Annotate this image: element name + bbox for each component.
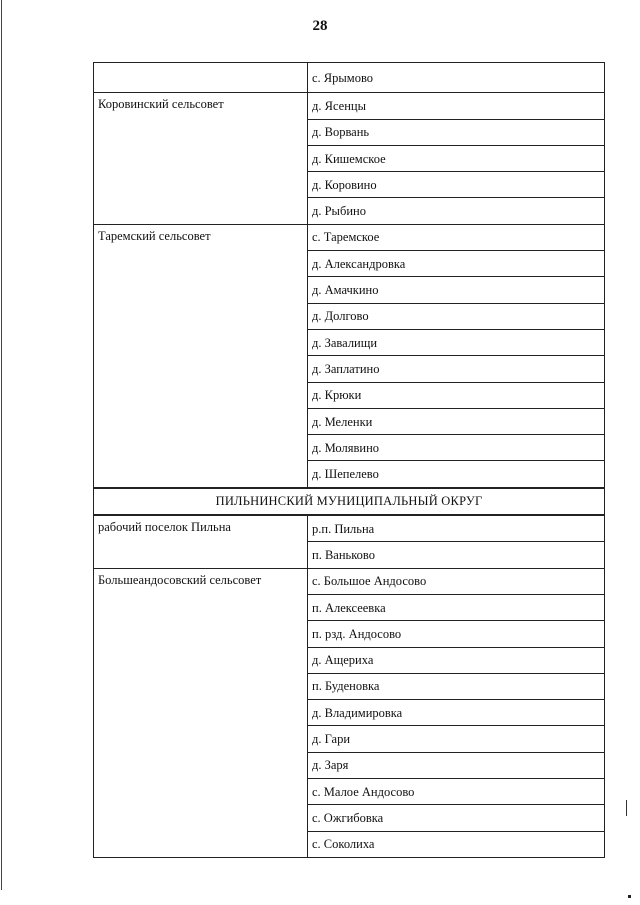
settlement-name: д. Меленки — [308, 408, 605, 434]
settlement-name: п. Алексеевка — [308, 594, 605, 620]
settlement-name: п. Ваньково — [308, 542, 605, 568]
settlement-name: с. Соколиха — [308, 831, 605, 857]
district-name — [94, 63, 308, 93]
settlement-name: д. Владимировка — [308, 700, 605, 726]
settlement-name: д. Ясенцы — [308, 93, 605, 119]
table-row — [94, 224, 605, 250]
settlement-name: д. Ворвань — [308, 119, 605, 145]
settlement-name: д. Молявино — [308, 435, 605, 461]
settlement-name: с. Таремское — [308, 224, 605, 250]
settlement-name: д. Долгово — [308, 303, 605, 329]
settlement-name: д. Заплатино — [308, 356, 605, 382]
settlements-table — [93, 62, 605, 858]
section-header-row — [94, 488, 605, 515]
district-name: Коровинский сельсовет — [94, 93, 308, 224]
scan-artifact — [628, 895, 631, 898]
page-number: 28 — [312, 18, 328, 34]
settlement-name: с. Малое Андосово — [308, 779, 605, 805]
section-title: ПИЛЬНИНСКИЙ МУНИЦИПАЛЬНЫЙ ОКРУГ — [94, 488, 605, 515]
district-name: Большеандосовский сельсовет — [94, 568, 308, 857]
settlement-name: д. Ащериха — [308, 647, 605, 673]
district-name: рабочий поселок Пильна — [94, 515, 308, 568]
settlement-name: д. Шепелево — [308, 461, 605, 488]
settlement-name: с. Большое Андосово — [308, 568, 605, 594]
settlement-name: д. Александровка — [308, 251, 605, 277]
settlement-name: д. Завалищи — [308, 329, 605, 355]
settlement-name: д. Заря — [308, 752, 605, 778]
scan-edge-line — [1, 0, 2, 890]
settlement-name: д. Кишемское — [308, 145, 605, 171]
settlement-name: с. Ожгибовка — [308, 805, 605, 831]
table-row — [94, 568, 605, 594]
table-row — [94, 63, 605, 93]
settlement-name: д. Рыбино — [308, 198, 605, 224]
settlement-name: с. Ярымово — [308, 63, 605, 93]
settlement-name: д. Гари — [308, 726, 605, 752]
settlement-name: д. Амачкино — [308, 277, 605, 303]
settlement-name: р.п. Пильна — [308, 515, 605, 542]
settlement-name: п. рзд. Андосово — [308, 621, 605, 647]
scan-artifact — [626, 800, 627, 816]
table-row — [94, 515, 605, 542]
district-name: Таремский сельсовет — [94, 224, 308, 487]
settlement-name: д. Коровино — [308, 172, 605, 198]
table-row — [94, 93, 605, 119]
settlement-name: п. Буденовка — [308, 673, 605, 699]
settlements-table-body — [94, 63, 605, 858]
settlement-name: д. Крюки — [308, 382, 605, 408]
